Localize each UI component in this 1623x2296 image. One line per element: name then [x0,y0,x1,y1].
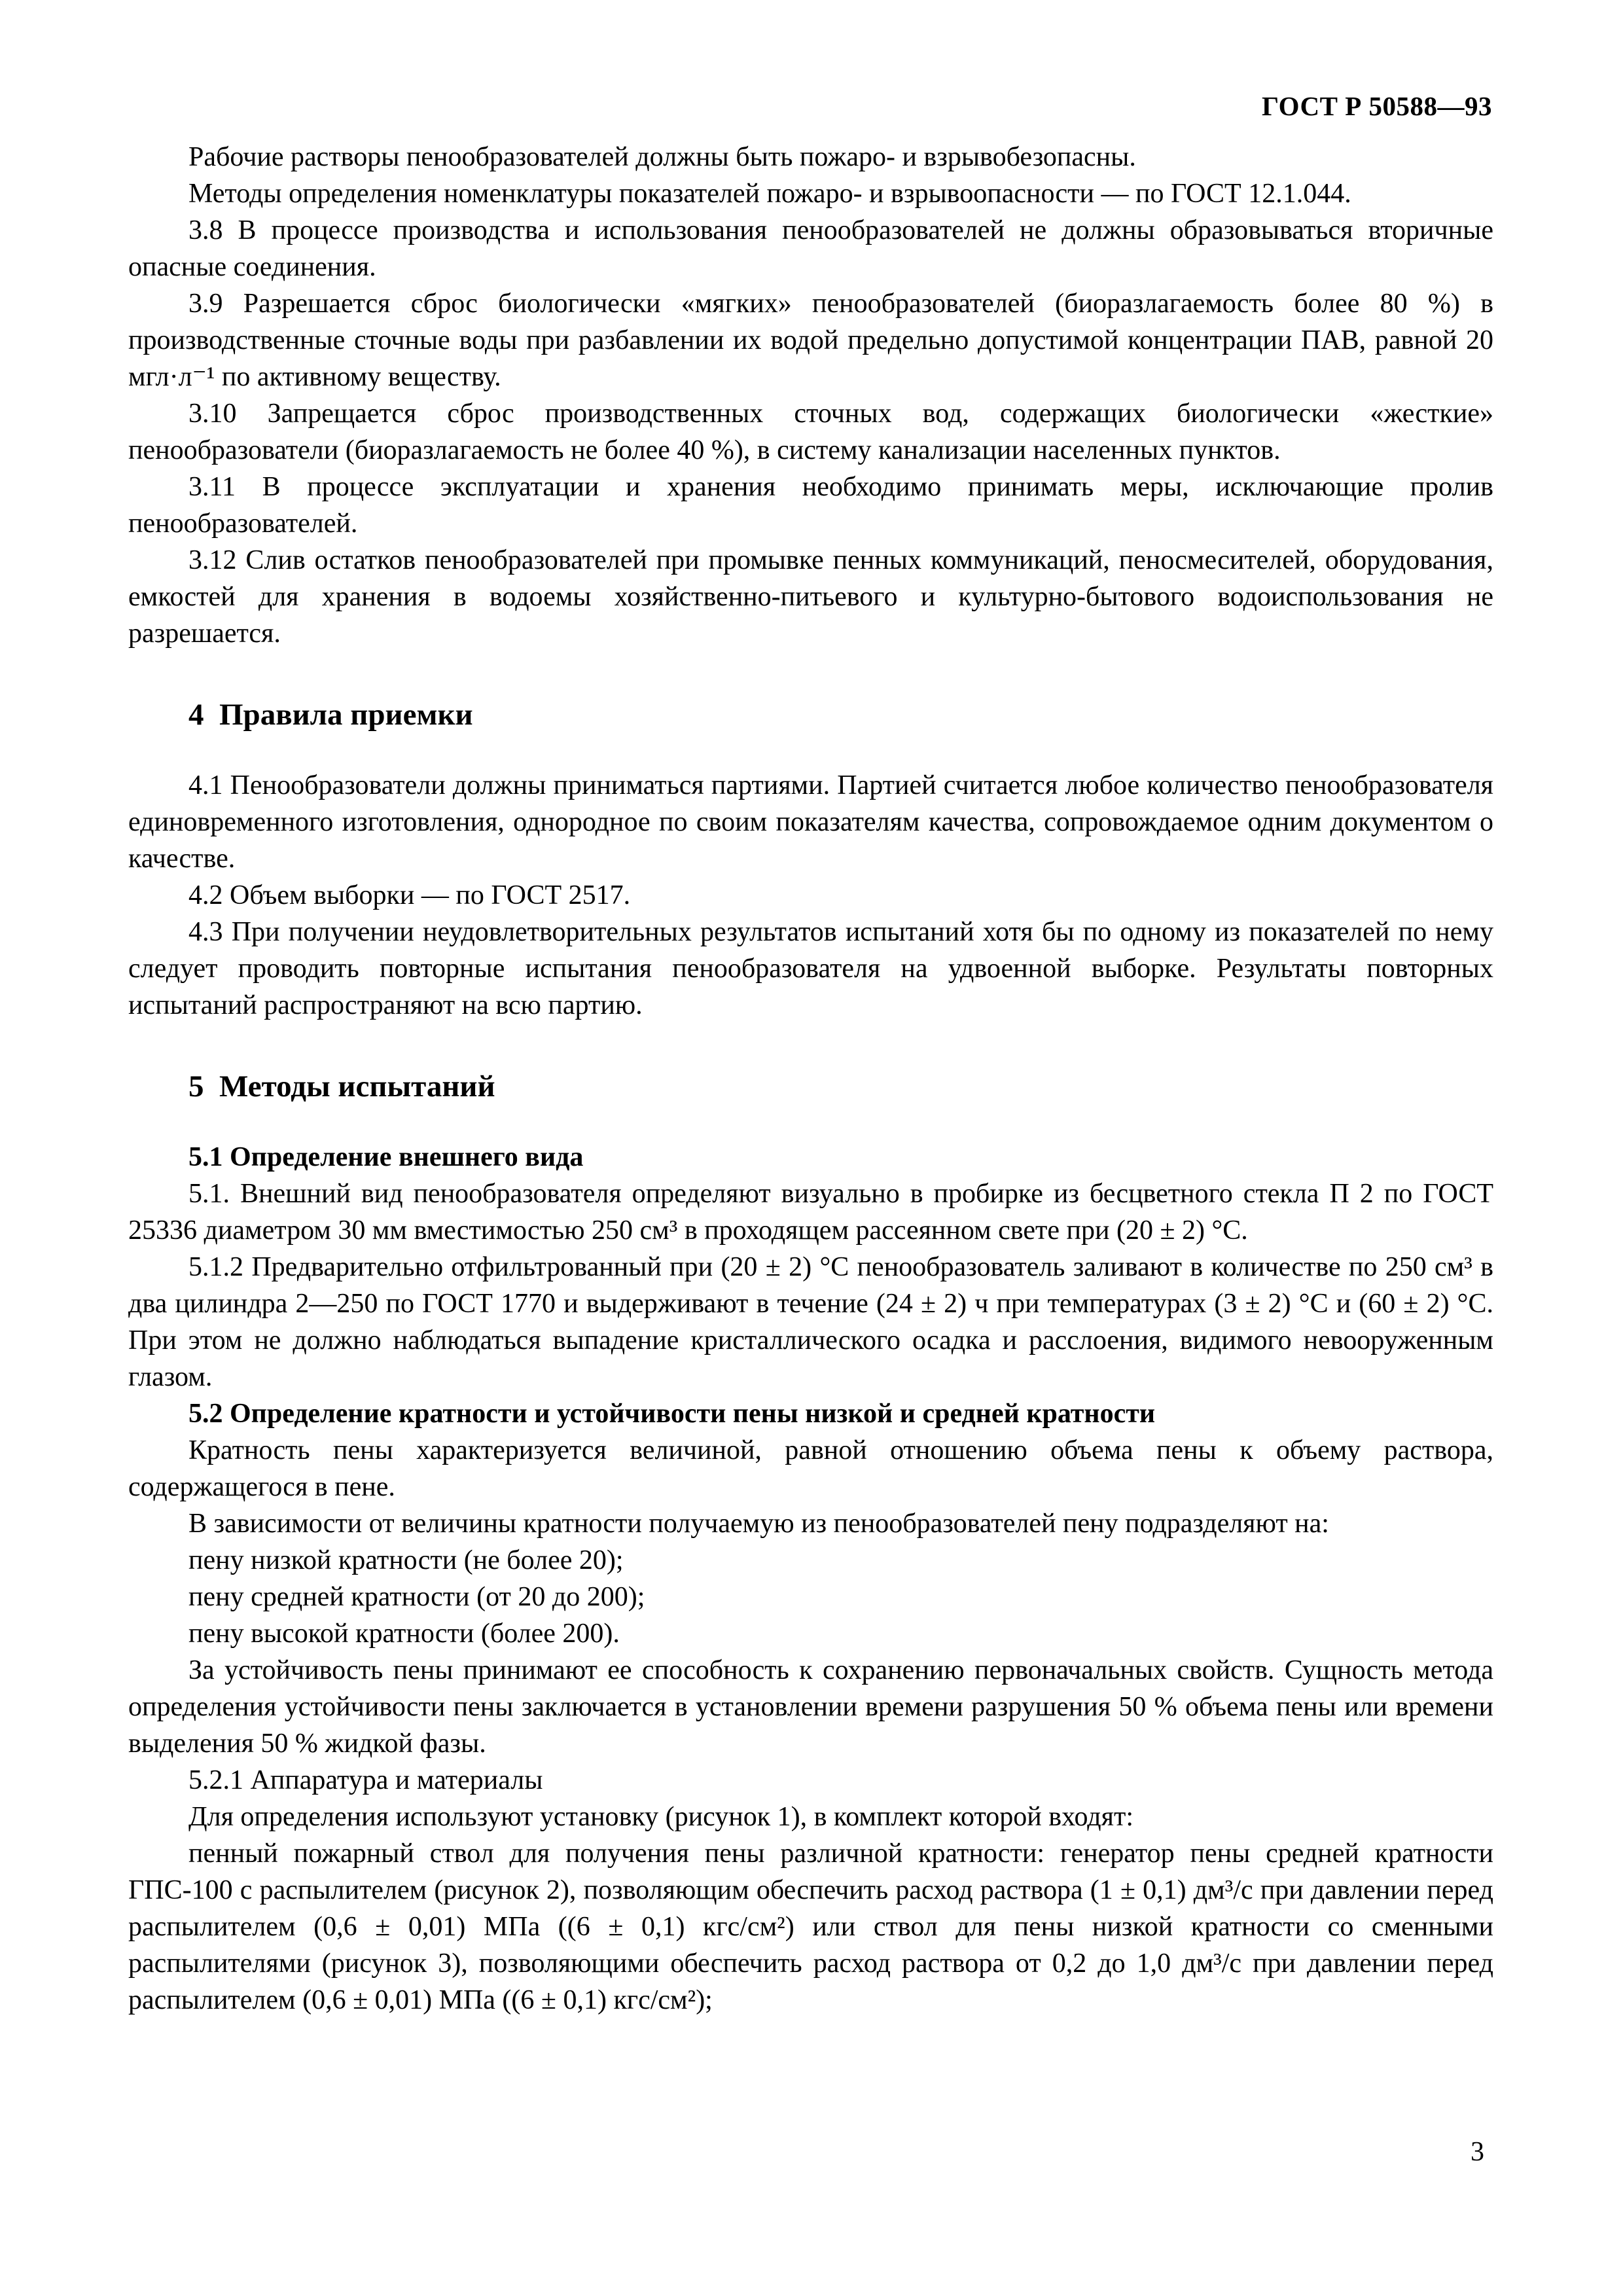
paragraph-3-10: 3.10 Запрещается сброс производственных сточных вод, содержащих биологически «жесткие» пенообразователи (биоразлагаемость не более 40 %), в систему канализации населенных пунктов. [128,399,1493,465]
section-heading-4: 4 Правила приемки [188,698,473,732]
paragraph-5-1: 5.1. Внешний вид пенообразователя определяют визуально в пробирке из бесцветного стекла П 2 по ГОСТ 25336 диаметром 30 мм вместимостью 250 см³ в проходящем рассеянном свете при (20 ± 2) °С. [128,1179,1493,1246]
list-item-low-ratio-foam: пену низкой кратности (не более 20); [188,1545,624,1575]
paragraph-3-11: 3.11 В процессе эксплуатации и хранения необходимо принимать меры, исключающие пролив пенообразователей. [128,472,1493,539]
subsection-heading-5-2: 5.2 Определение кратности и устойчивости пены низкой и средней кратности [188,1399,1156,1429]
paragraph-3-12: 3.12 Слив остатков пенообразователей при промывке пенных коммуникаций, пеносмесителей, оборудования, емкостей для хранения в водоемы хозяйственно-питьевого и культурно-бытового водоиспользования не разрешается. [128,545,1493,649]
paragraph-setup-intro: Для определения используют установку (рисунок 1), в комплект которой входят: [188,1802,1133,1832]
paragraph-4-2: 4.2 Объем выборки — по ГОСТ 2517. [188,880,631,910]
paragraph-foam-classification-intro: В зависимости от величины кратности получаемую из пенообразователей пену подразделяют на: [188,1509,1329,1539]
list-item-high-ratio-foam: пену высокой кратности (более 200). [188,1619,620,1649]
paragraph-foam-stability: За устойчивость пены принимают ее способность к сохранению первоначальных свойств. Сущность метода определения устойчивости пены заключается в установлении времени разрушения 50 % объема пены или времени выделения 50 % жидкой фазы. [128,1655,1493,1759]
subsection-heading-5-1: 5.1 Определение внешнего вида [188,1142,584,1172]
page-number: 3 [1471,2137,1484,2167]
paragraph-foam-nozzle-spec: пенный пожарный ствол для получения пены различной кратности: генератор пены средней кратности ГПС-100 с распылителем (рисунок 2), позволяющим обеспечить расход раствора (1 ± 0,1) дм³/с при давлении перед распылителем (0,6 ± 0,01) МПа ((6 ± 0,1) кгс/см²) или ствол для пены низкой кратности со сменными распылителями (рисунок 3), позволяющими обеспечить расход раствора от 0,2 до 1,0 дм³/с при давлении перед распылителем (0,6 ± 0,01) МПа ((6 ± 0,1) кгс/см²); [128,1839,1493,2015]
list-item-medium-ratio-foam: пену средней кратности (от 20 до 200); [188,1582,645,1612]
paragraph-5-2-1: 5.2.1 Аппаратура и материалы [188,1765,543,1795]
paragraph-4-3: 4.3 При получении неудовлетворительных результатов испытаний хотя бы по одному из показателей по нему следует проводить повторные испытания пенообразователя на удвоенной выборке. Результаты повторных испытаний распространяют на всю партию. [128,917,1493,1020]
paragraph-3-9: 3.9 Разрешается сброс биологически «мягких» пенообразователей (биоразлагаемость более 80 %) в производственные сточные воды при разбавлении их водой предельно допустимой концентрации ПАВ, равной 20 мгл·л⁻¹ по активному веществу. [128,289,1493,392]
paragraph-3-8: 3.8 В процессе производства и использования пенообразователей не должны образовываться вторичные опасные соединения. [128,215,1493,282]
paragraph-methods-ref: Методы определения номенклатуры показателей пожаро- и взрывоопасности — по ГОСТ 12.1.044. [188,179,1351,209]
paragraph-4-1: 4.1 Пенообразователи должны приниматься партиями. Партией считается любое количество пенообразователя единовременного изготовления, однородное по своим показателям качества, сопровождаемое одним документом о качестве. [128,770,1493,874]
page-body [128,139,1493,2018]
paragraph-working-solutions: Рабочие растворы пенообразователей должны быть пожаро- и взрывобезопасны. [188,142,1136,172]
paragraph-5-1-2: 5.1.2 Предварительно отфильтрованный при (20 ± 2) °С пенообразователь заливают в количестве по 250 см³ в два цилиндра 2—250 по ГОСТ 1770 и выдерживают в течение (24 ± 2) ч при температурах (3 ± 2) °С и (60 ± 2) °С. При этом не должно наблюдаться выпадение кристаллического осадка и расслоения, видимого невооруженным глазом. [128,1252,1493,1392]
doc-number-header: ГОСТ Р 50588—93 [1262,91,1492,121]
section-heading-5: 5 Методы испытаний [188,1069,495,1103]
paragraph-foam-ratio: Кратность пены характеризуется величиной, равной отношению объема пены к объему раствора, содержащегося в пене. [128,1435,1493,1502]
